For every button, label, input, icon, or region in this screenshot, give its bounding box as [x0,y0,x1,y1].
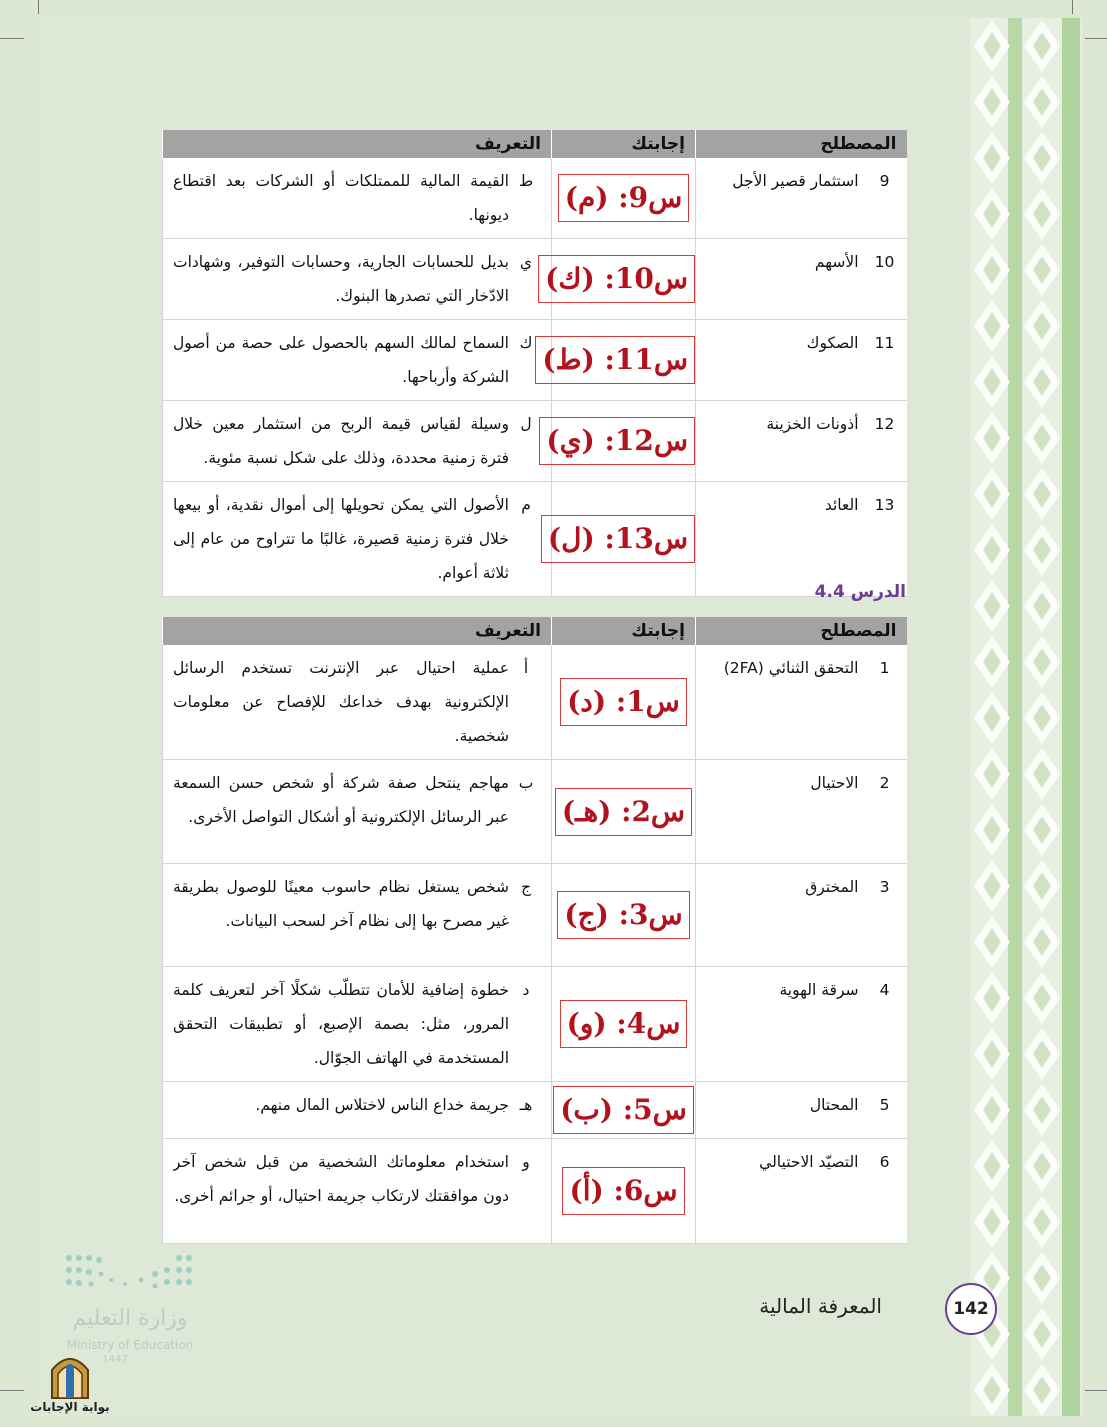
crop-mark [1085,38,1107,39]
term-number: 13 [874,496,895,514]
definition-letter: ي [519,253,533,271]
term-text: الأسهم [814,253,859,271]
term-number: 9 [879,172,890,190]
definition-letter: و [522,1153,530,1171]
lighthouse-icon [30,1348,110,1400]
header-term: المصطلح [696,130,907,158]
table-row [163,864,907,967]
term-cell [696,645,907,760]
table-row [163,760,907,864]
definition-text: جريمة خداع الناس لاختلاس المال منهم. [255,1096,509,1114]
answer-cell[interactable] [552,864,696,967]
header-definition: التعريف [163,617,552,645]
definition-letter: أ [523,659,529,677]
term-cell [696,1082,907,1139]
answer-box: س6: (أ) [562,1167,684,1215]
definition-text: شخص يستغل نظام حاسوب معينًا للوصول بطريقة غير مصرح بها إلى نظام آخر لسحب البيانات. [173,878,509,930]
definition-cell [163,320,552,401]
definition-text: القيمة المالية للممتلكات أو الشركات بعد اقتطاع ديونها. [173,172,509,224]
definition-cell [163,1082,552,1139]
header-answer: إجابتك [552,617,696,645]
definition-letter: د [522,981,530,999]
answer-box: س2: (هـ) [555,788,692,836]
term-number: 2 [879,774,890,792]
crop-mark [38,0,39,14]
term-text: المخترق [805,878,859,896]
definition-cell [163,760,552,864]
term-cell [696,482,907,597]
answer-box: س13: (ل) [541,515,695,563]
answer-cell[interactable] [552,645,696,760]
answer-box: س5: (ب) [553,1086,694,1134]
crop-mark [0,1390,24,1391]
definition-text: استخدام معلوماتك الشخصية من قبل شخص آخر دون موافقتك لارتكاب جريمة احتيال، أو جرائم أخرى. [173,1153,509,1205]
answer-box: س1: (د) [560,678,687,726]
definition-text: الأصول التي يمكن تحويلها إلى أموال نقدية، أو بيعها خلال فترة زمنية قصيرة، غالبًا ما تتراوح من عام إلى ثلاثة أعوام. [173,496,509,582]
term-text: استثمار قصير الأجل [732,172,859,190]
term-number: 10 [874,253,895,271]
term-number: 3 [879,878,890,896]
crop-mark [0,38,24,39]
header-term: المصطلح [696,617,907,645]
definition-cell [163,645,552,760]
definition-text: خطوة إضافية للأمان تتطلّب شكلًا آخر لتعريف كلمة المرور، مثل: بصمة الإصبع، أو تطبيقات التحقق المستخدمة في الهاتف الجوّال. [173,981,509,1067]
answer-box: س12: (ي) [539,417,695,465]
table-row [163,239,907,320]
term-cell [696,967,907,1082]
answer-cell[interactable] [546,401,696,482]
answer-cell[interactable] [552,967,696,1082]
term-text: المحتال [809,1096,859,1114]
table-row [163,482,907,597]
term-cell [696,401,907,482]
term-text: أذونات الخزينة [766,415,859,433]
glossary-table-2 [162,617,907,1244]
diamond-pattern-icon [970,18,1082,1416]
table-row [163,967,907,1082]
definition-letter: ل [520,415,532,433]
definition-cell [163,1139,552,1244]
decorative-border [970,18,1082,1416]
term-text: التصيّد الاحتيالي [759,1153,859,1171]
answer-box: س10: (ك) [538,255,695,303]
answer-box: س11: (ط) [535,336,695,384]
table-row [163,645,907,760]
definition-text: وسيلة لقياس قيمة الربح من استثمار معين خلال فترة زمنية محددة، وذلك على شكل نسبة مئوية. [173,415,509,467]
answer-cell[interactable] [552,1082,696,1139]
header-definition: التعريف [163,130,552,158]
table-row [163,1082,907,1139]
definition-letter: ب [518,774,534,792]
definition-cell [163,967,552,1082]
answer-box: س4: (و) [560,1000,688,1048]
term-number: 12 [874,415,895,433]
table-row [163,158,907,239]
header-answer: إجابتك [552,130,696,158]
term-text: التحقق الثنائي (2FA) [723,659,859,677]
ministry-year: 1447 [102,1354,128,1365]
definition-letter: هـ [519,1096,533,1114]
answer-box: س9: (م) [558,174,690,222]
answer-cell[interactable] [552,158,696,239]
definition-letter: ط [518,172,534,190]
term-number: 6 [879,1153,890,1171]
lesson-label: الدرس 4.4 [814,582,906,602]
term-text: العائد [824,496,859,514]
answer-box: س3: (ج) [557,891,689,939]
term-cell [696,239,907,320]
definition-cell [163,482,552,597]
definition-cell [163,158,552,239]
term-number: 4 [879,981,890,999]
answer-cell[interactable] [547,482,696,597]
answer-cell[interactable] [552,760,696,864]
portal-logo[interactable] [30,1348,110,1420]
term-number: 5 [879,1096,890,1114]
term-cell [696,158,907,239]
term-number: 1 [879,659,890,677]
term-number: 11 [874,334,895,352]
table-row [163,1139,907,1244]
portal-label: بوابة الإجابات [30,1400,110,1414]
definition-letter: م [521,496,531,514]
definition-text: مهاجم ينتحل صفة شركة أو شخص حسن السمعة عبر الرسائل الإلكترونية أو أشكال التواصل الأخرى. [173,774,509,826]
definition-cell [163,864,552,967]
page-number: 142 [945,1283,997,1335]
crop-mark [1072,0,1073,14]
term-text: سرقة الهوية [779,981,859,999]
term-cell [696,1139,907,1244]
answer-cell[interactable] [545,239,696,320]
dots-logo-icon [55,1250,205,1300]
term-cell [696,864,907,967]
definition-letter: ج [520,878,531,896]
glossary-table-1 [162,130,907,597]
definition-text: بديل للحسابات الجارية، وحسابات التوفير، وشهادات الادّخار التي تصدرها البنوك. [173,253,509,305]
book-title: المعرفة المالية [759,1294,882,1318]
definition-text: عملية احتيال عبر الإنترنت تستخدم الرسائل الإلكترونية بهدف خداعك للإفصاح عن معلومات شخصية. [173,659,509,745]
term-text: الصكوك [806,334,859,352]
answer-cell[interactable] [542,320,696,401]
term-cell [696,760,907,864]
ministry-name-ar: وزارة التعليم [72,1306,188,1331]
definition-cell [163,401,552,482]
crop-mark [1085,1390,1107,1391]
definition-cell [163,239,552,320]
definition-text: السماح لمالك السهم بالحصول على حصة من أصول الشركة وأرباحها. [173,334,509,386]
table-row [163,401,907,482]
term-cell [696,320,907,401]
ministry-name-en: Ministry of Education [66,1338,194,1352]
definition-letter: ك [519,334,533,352]
answer-cell[interactable] [552,1139,696,1244]
table-row [163,320,907,401]
term-text: الاحتيال [810,774,859,792]
